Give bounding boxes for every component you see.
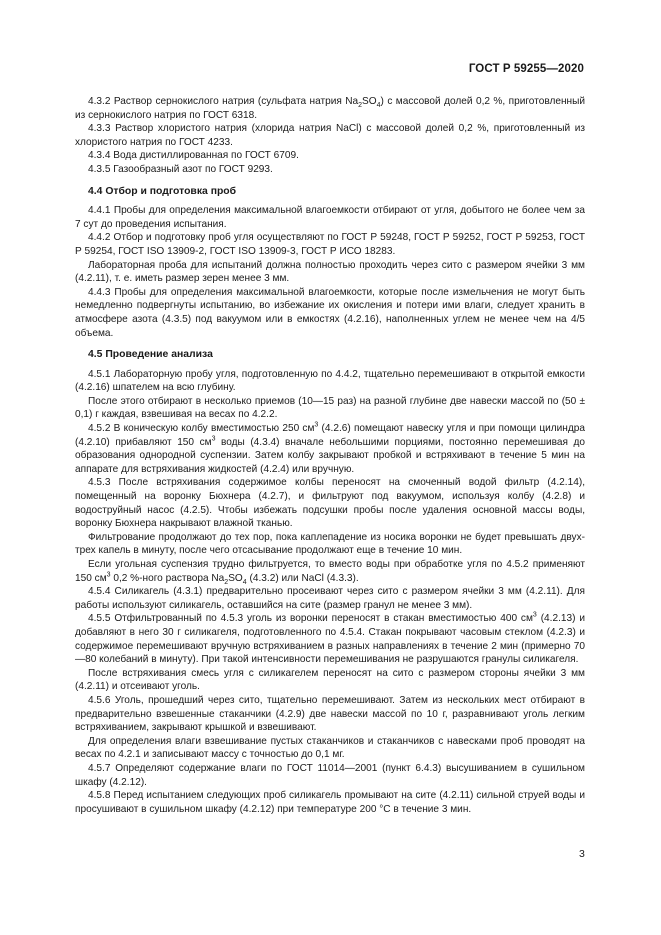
standard-header: ГОСТ Р 59255—2020: [468, 63, 584, 75]
paragraph: 4.5.7 Определяют содержание влаги по ГОСТ 11014—2001 (пункт 6.4.3) высушиванием в сушильном шкафу (4.2.12).: [75, 762, 585, 788]
paragraph: 4.3.5 Газообразный азот по ГОСТ 9293.: [88, 163, 273, 175]
paragraph: 4.3.4 Вода дистиллированная по ГОСТ 6709.: [88, 150, 299, 162]
paragraph: 4.5.1 Лабораторную пробу угля, подготовленную по 4.4.2, тщательно перемешивают в открытой емкости (4.2.16) шпателем на всю глубину.: [75, 368, 585, 394]
section-heading: 4.5 Проведение анализа: [88, 349, 213, 361]
paragraph: Лабораторная проба для испытаний должна полностью проходить через сито с размером ячейки 3 мм (4.2.11), т. е. иметь размер зерен менее 3 мм.: [75, 259, 585, 285]
paragraph: Если угольная суспензия трудно фильтруется, то вместо воды при обработке угля по 4.5.2 применяют 150 $см^3$ 0,2 %-ного раствора $Na_2SO_4$ (4.3.2) или NaCl (4.3.3).: [75, 559, 585, 586]
paragraph: 4.4.1 Пробы для определения максимальной влагоемкости отбирают от угля, добытого не более чем за 7 сут до проведения испытания.: [75, 205, 585, 230]
paragraph: 4.3.2 Раствор сернокислого натрия (сульфата натрия $Na_2SO_4$) с массовой долей 0,2 %, приготовленный из сернокислого натрия по ГОСТ 6318.: [75, 96, 585, 121]
paragraph: 4.5.6 Уголь, прошедший через сито, тщательно перемешивают. Затем из нескольких мест отбирают в предварительно взвешенные стаканчики (4.2.9) две навески массой по 10 г, разравнивают уголь легким встряхиванием, закрывают крышкой и взвешивают.: [75, 694, 585, 734]
paragraph: Для определения влаги взвешивание пустых стаканчиков и стаканчиков с навесками проб проводят на весах по 4.2.1 и записывают массу с точностью до 0,1 мг.: [75, 735, 585, 761]
paragraph: После встряхивания смесь угля с силикагелем переносят на сито с размером стороны ячейки 3 мм (4.2.11) и отсеивают уголь.: [75, 667, 585, 693]
paragraph: После этого отбирают в несколько приемов (10—15 раз) на разной глубине две навески массой по (50 ± 0,1) г каждая, взвешивая на весах по 4.2.2.: [75, 395, 585, 421]
paragraph: 4.5.5 Отфильтрованный по 4.5.3 уголь из воронки переносят в стакан вместимостью 400 $см^3$ (4.2.13) и добавляют в него 30 г силикагеля, подготовленного по 4.5.4. Стакан покрывают часовым стеклом (4.2.3) и содержимое перемешивают вручную встряхиванием в разных направлениях в течение 2 мин (примерно 70—80 колебаний в минуту). При такой интенсивности перемешивания не разрушаются гранулы силикагеля.: [75, 612, 585, 666]
page-number: 3: [579, 848, 585, 860]
paragraph: 4.4.2 Отбор и подготовку проб угля осуществляют по ГОСТ Р 59248, ГОСТ Р 59252, ГОСТ Р 59253, ГОСТ Р 59254, ГОСТ ISO 13909-2, ГОСТ ISO 13909-3, ГОСТ Р ИСО 18283.: [75, 232, 585, 257]
paragraph: 4.5.2 В коническую колбу вместимостью 250 $см^3$ (4.2.6) помещают навеску угля и при помощи цилиндра (4.2.10) прибавляют 150 $см^3$ воды (4.3.4) вначале небольшими порциями, постоянно перемешивая до образования однородной суспензии. Затем колбу закрывают пробкой и встряхивают в течение 5 мин на аппарате для встряхивания жидкостей (4.2.4) или вручную.: [75, 421, 585, 475]
paragraph: 4.3.3 Раствор хлористого натрия (хлорида натрия NaCl) с массовой долей 0,2 %, приготовленный из хлористого натрия по ГОСТ 4233.: [75, 123, 585, 148]
paragraph: 4.5.3 После встряхивания содержимое колбы переносят на смоченный водой фильтр (4.2.14), помещенный на воронку Бюхнера (4.2.7), и фильтруют под вакуумом, используя колбу (4.2.8) и водоструйный насос (4.2.5). Чтобы избежать подсушки пробы после удаления основной массы воды, воронку Бюхнера накрывают влажной тканью.: [75, 477, 585, 530]
paragraph: 4.5.8 Перед испытанием следующих проб силикагель промывают на сите (4.2.11) сильной струей воды и просушивают в сушильном шкафу (4.2.12) при температуре 200 °С в течение 3 мин.: [75, 790, 585, 815]
document-body: [75, 95, 585, 816]
paragraph: 4.5.4 Силикагель (4.3.1) предварительно просеивают через сито с размером ячейки 3 мм (4.2.11). Для работы используют силикагель, оставшийся на сите (размер гранул не менее 3 мм).: [75, 586, 585, 611]
section-heading: 4.4 Отбор и подготовка проб: [88, 185, 237, 197]
paragraph: Фильтрование продолжают до тех пор, пока каплепадение из носика воронки не будет превышать двух-трех капель в минуту, после чего отсасывание продолжают еще в течение 10 мин.: [75, 531, 585, 557]
paragraph: 4.4.3 Пробы для определения максимальной влагоемкости, которые после измельчения не могут быть немедленно подвергнуты испытанию, во избежание их окисления и потери ими влаги, следует хранить в атмосфере азота (4.3.5) под вакуумом или в емкостях (4.2.16), наполненных углем не менее чем на 4/5 объема.: [75, 286, 585, 339]
